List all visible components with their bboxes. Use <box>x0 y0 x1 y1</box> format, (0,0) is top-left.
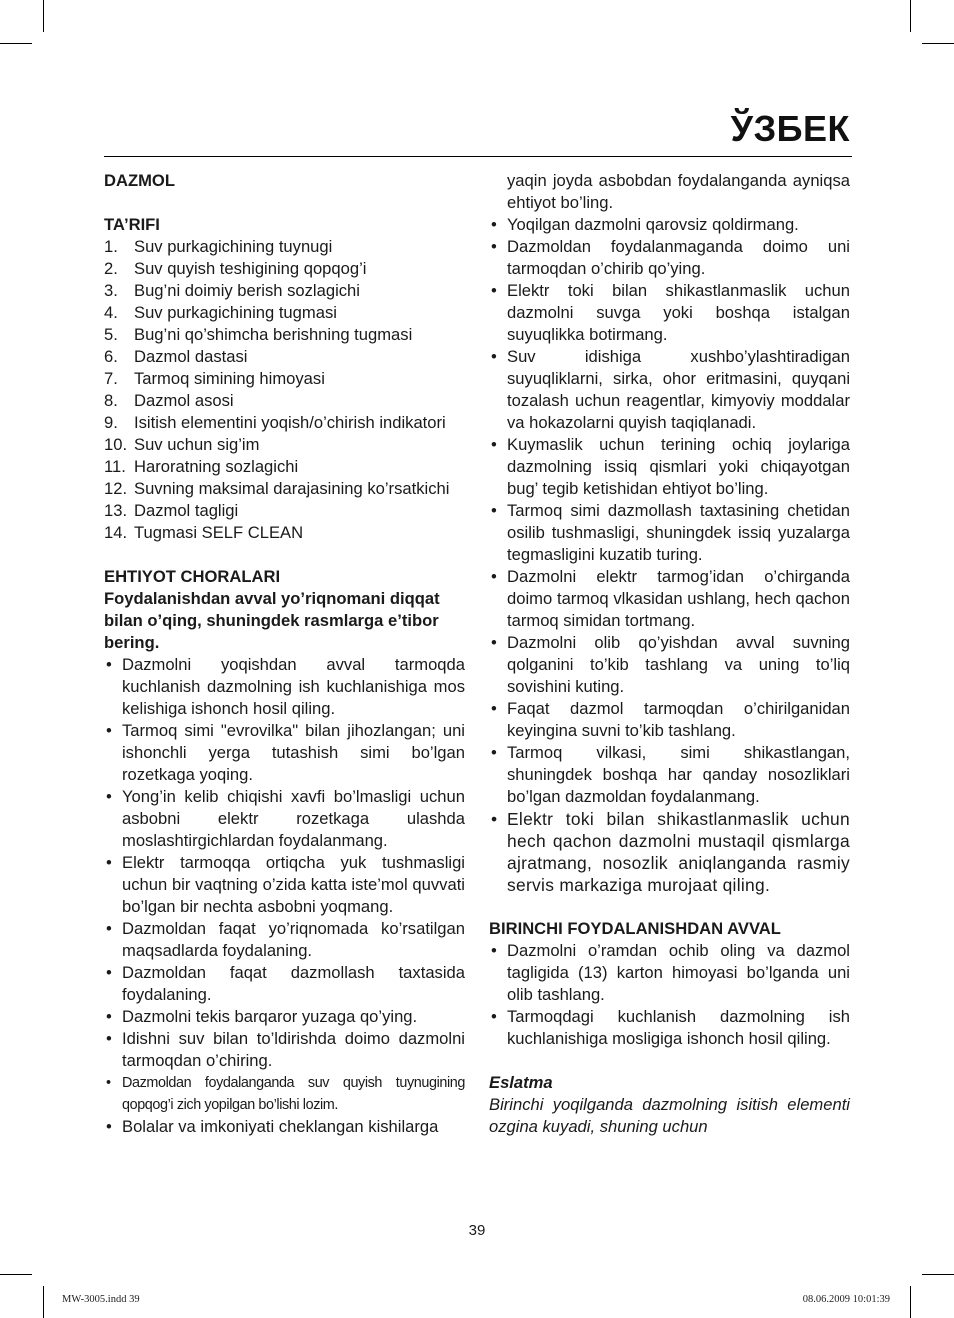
list-item: • Dazmolni yoqishdan avval tarmoqda kuchlanish dazmolning ish kuchlanishiga mos kelishiga ishonch hosil qiling. <box>104 654 465 720</box>
list-item: 1. Suv purkagichining tuynugi <box>104 237 333 256</box>
right-column <box>489 170 850 1138</box>
list-item: 8. Dazmol asosi <box>104 391 234 410</box>
language-title: ЎЗБЕК <box>730 108 850 149</box>
list-item: • Elektr toki bilan shikastlanmaslik uchun dazmolni suvga yoki boshqa istalgan suyuqlikka botirmang. <box>489 280 850 346</box>
list-item: 3. Bug’ni doimiy berish sozlagichi <box>104 281 360 300</box>
list-item: • Bolalar va imkoniyati cheklangan kishilarga <box>104 1116 465 1138</box>
list-item: • Elektr toki bilan shikastlanmaslik uchun hech qachon dazmolni mustaqil qismlarga ajratmang, nosozlik aniqlanganda rasmiy servis markaziga murojaat qiling. <box>489 808 850 896</box>
list-item: • Tarmoq simi "evrovilka" bilan jihozlangan; uni ishonchli yerga tutashish simi bo’lgan rozetkaga yoqing. <box>104 720 465 786</box>
crop-mark <box>0 43 32 44</box>
note-text: Birinchi yoqilganda dazmolning isitish elementi ozgina kuyadi, shuning uchun <box>489 1095 850 1136</box>
crop-mark <box>922 1274 954 1275</box>
left-column <box>104 170 465 1138</box>
parts-list <box>104 236 465 544</box>
first-use-list <box>489 940 850 1050</box>
crop-mark <box>0 1274 32 1275</box>
list-item: • Dazmolni olib qo’yishdan avval suvning qolganini to’kib tashlang va uning to’liq sovishini kuting. <box>489 632 850 698</box>
list-item: • Dazmolni elektr tarmog’idan o’chirganda doimo tarmoq vlkasidan ushlang, hech qachon tarmoq simidan tortmang. <box>489 566 850 632</box>
page-number: 39 <box>468 1222 486 1239</box>
header-divider <box>104 156 852 157</box>
list-item: 4. Suv purkagichining tugmasi <box>104 303 337 322</box>
list-item: 7. Tarmoq simining himoyasi <box>104 369 325 388</box>
list-item: 11. Haroratning sozlagichi <box>104 457 299 476</box>
list-item: 12. Suvning maksimal darajasining ko’rsatkichi <box>104 479 450 498</box>
footer-timestamp: 08.06.2009 10:01:39 <box>802 1294 890 1305</box>
list-item: • Kuymaslik uchun terining ochiq joylariga dazmolning issiq qismlari yoki chiqayotgan bug’ tegib ketishidan ehtiyot bo’ling. <box>489 434 850 500</box>
list-item: • Dazmoldan foydalanganda suv quyish tuynugining qopqog’i zich yopilgan bo’lishi lozim. <box>104 1072 465 1116</box>
precautions-list-continued <box>489 214 850 896</box>
precautions-list <box>104 654 465 1138</box>
list-item: • Idishni suv bilan to’ldirishda doimo dazmolni tarmoqdan o’chiring. <box>104 1028 465 1072</box>
list-item: • Dazmoldan faqat dazmollash taxtasida foydalaning. <box>104 962 465 1006</box>
crop-mark <box>910 0 911 32</box>
list-item: • Faqat dazmol tarmoqdan o’chirilganidan keyingina suvni to’kib tashlang. <box>489 698 850 742</box>
crop-mark <box>43 1286 44 1318</box>
description-heading: TA’RIFI <box>104 215 160 234</box>
list-item: 6. Dazmol dastasi <box>104 347 248 366</box>
list-item: • Tarmoq vilkasi, simi shikastlangan, shuningdek boshqa har qanday nosozliklari bo’lgan dazmoldan foydalanmang. <box>489 742 850 808</box>
list-item: 5. Bug’ni qo’shimcha berishning tugmasi <box>104 325 413 344</box>
list-item: 14. Tugmasi SELF CLEAN <box>104 523 304 542</box>
list-item: • Suv idishiga xushbo’ylashtiradigan suyuqliklarni, sirka, ohor eritmasini, quyqani tozalash uchun reagentlar, kimyoviy moddalar va hokazolarni quyish taqiqlanadi. <box>489 346 850 434</box>
crop-mark <box>922 43 954 44</box>
list-item: • Dazmolni o’ramdan ochib oling va dazmol tagligida (13) karton himoyasi bo’lganda uni olib tashlang. <box>489 940 850 1006</box>
first-use-heading: BIRINCHI FOYDALANISHDAN AVVAL <box>489 919 781 938</box>
list-item: 10. Suv uchun sig’im <box>104 435 260 454</box>
list-item: • Elektr tarmoqqa ortiqcha yuk tushmasligi uchun bir vaqtning o’zida katta iste’mol quvvati bo’lgan bir nechta asbobni yoqmang. <box>104 852 465 918</box>
continuation-text: yaqin joyda asbobdan foydalanganda ayniqsa ehtiyot bo’ling. <box>507 171 850 212</box>
list-item: • Dazmoldan foydalanmaganda doimo uni tarmoqdan o’chirib qo’ying. <box>489 236 850 280</box>
list-item: 9. Isitish elementini yoqish/o’chirish indikatori <box>104 413 446 432</box>
list-item: • Tarmoqdagi kuchlanish dazmolning ish kuchlanishiga mosligiga ishonch hosil qiling. <box>489 1006 850 1050</box>
list-item: 13. Dazmol tagligi <box>104 501 239 520</box>
list-item: • Dazmolni tekis barqaror yuzaga qo’ying. <box>104 1006 465 1028</box>
crop-mark <box>43 0 44 32</box>
list-item: • Tarmoq simi dazmollash taxtasining chetidan osilib tushmasligi, shuningdek issiq yuzalarga tegmasligini kuzatib turing. <box>489 500 850 566</box>
precautions-intro: Foydalanishdan avval yo’riqnomani diqqat bilan o’qing, shuningdek rasmlarga e’tibor bering. <box>104 589 440 652</box>
footer-file: MW-3005.indd 39 <box>62 1294 140 1305</box>
note-heading: Eslatma <box>489 1073 553 1092</box>
crop-mark <box>910 1286 911 1318</box>
list-item: 2. Suv quyish teshigining qopqog’i <box>104 259 367 278</box>
list-item: • Yong’in kelib chiqishi xavfi bo’lmasligi uchun asbobni elektr rozetkaga ulashda moslashtirgichlardan foydalanmang. <box>104 786 465 852</box>
precautions-heading: EHTIYOT CHORALARI <box>104 567 281 586</box>
list-item: • Yoqilgan dazmolni qarovsiz qoldirmang. <box>489 214 850 236</box>
list-item: • Dazmoldan faqat yo’riqnomada ko’rsatilgan maqsadlarda foydalaning. <box>104 918 465 962</box>
section-title: DAZMOL <box>104 171 175 190</box>
